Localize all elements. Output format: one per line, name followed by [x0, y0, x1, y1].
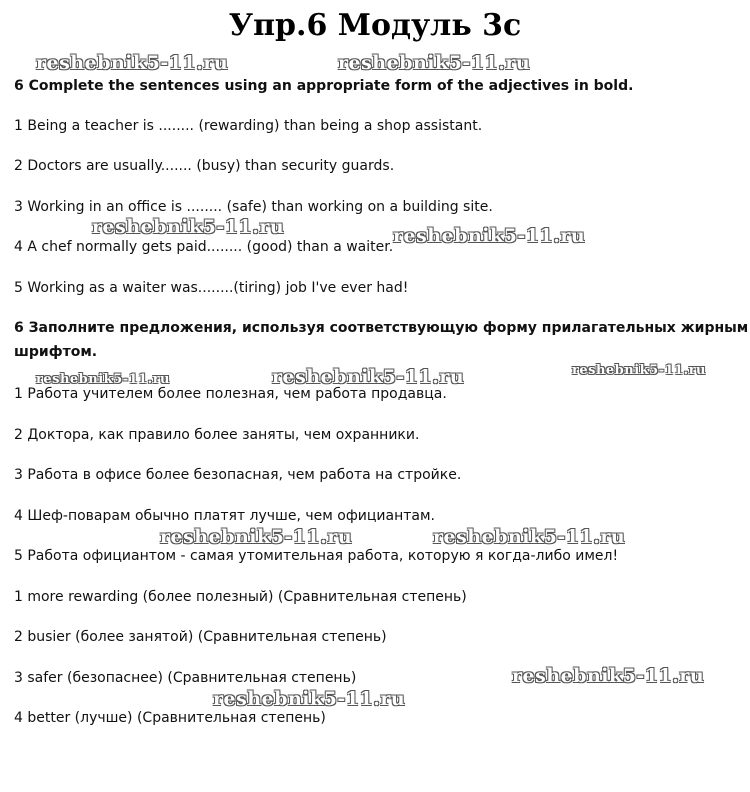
russian-sentence: 3 Работа в офисе более безопасная, чем работа на стройке. [14, 467, 462, 483]
english-sentence: 3 Working in an office is ........ (safe) than working on a building site. [14, 199, 493, 215]
english-heading: 6 Complete the sentences using an appropriate form of the adjectives in bold. [14, 78, 634, 94]
watermark: reshebnik5-11.ru [213, 688, 406, 710]
russian-heading-continued: шрифтом. [14, 344, 98, 360]
answer-line: 2 busier (более занятой) (Сравнительная степень) [14, 629, 387, 645]
russian-heading: 6 Заполните предложения, используя соответствующую форму прилагательных жирным [14, 320, 749, 336]
russian-sentence: 4 Шеф-поварам обычно платят лучше, чем официантам. [14, 508, 436, 524]
english-sentence: 5 Working as a waiter was........(tiring) job I've ever had! [14, 280, 409, 296]
watermark: reshebnik5-11.ru [512, 665, 705, 687]
english-sentence: 1 Being a teacher is ........ (rewarding) than being a shop assistant. [14, 118, 483, 134]
watermark: reshebnik5-11.ru [92, 216, 285, 238]
watermark: reshebnik5-11.ru [433, 526, 626, 548]
watermark: reshebnik5-11.ru [36, 372, 171, 387]
russian-sentence: 1 Работа учителем более полезная, чем работа продавца. [14, 386, 447, 402]
watermark: reshebnik5-11.ru [393, 225, 586, 247]
page-title: Упр.6 Модуль 3с [228, 8, 522, 43]
watermark: reshebnik5-11.ru [36, 52, 229, 74]
russian-sentence: 5 Работа официантом - самая утомительная работа, которую я когда-либо имел! [14, 548, 619, 564]
watermark: reshebnik5-11.ru [272, 366, 465, 388]
watermark: reshebnik5-11.ru [572, 363, 707, 378]
english-sentence: 2 Doctors are usually....... (busy) than security guards. [14, 158, 395, 174]
english-sentence: 4 A chef normally gets paid........ (good) than a waiter. [14, 239, 394, 255]
russian-sentence: 2 Доктора, как правило более заняты, чем охранники. [14, 427, 420, 443]
watermark: reshebnik5-11.ru [338, 52, 531, 74]
watermark: reshebnik5-11.ru [160, 526, 353, 548]
answer-line: 4 better (лучше) (Сравнительная степень) [14, 710, 326, 726]
answer-line: 1 more rewarding (более полезный) (Сравнительная степень) [14, 589, 467, 605]
answer-line: 3 safer (безопаснее) (Сравнительная степень) [14, 670, 357, 686]
